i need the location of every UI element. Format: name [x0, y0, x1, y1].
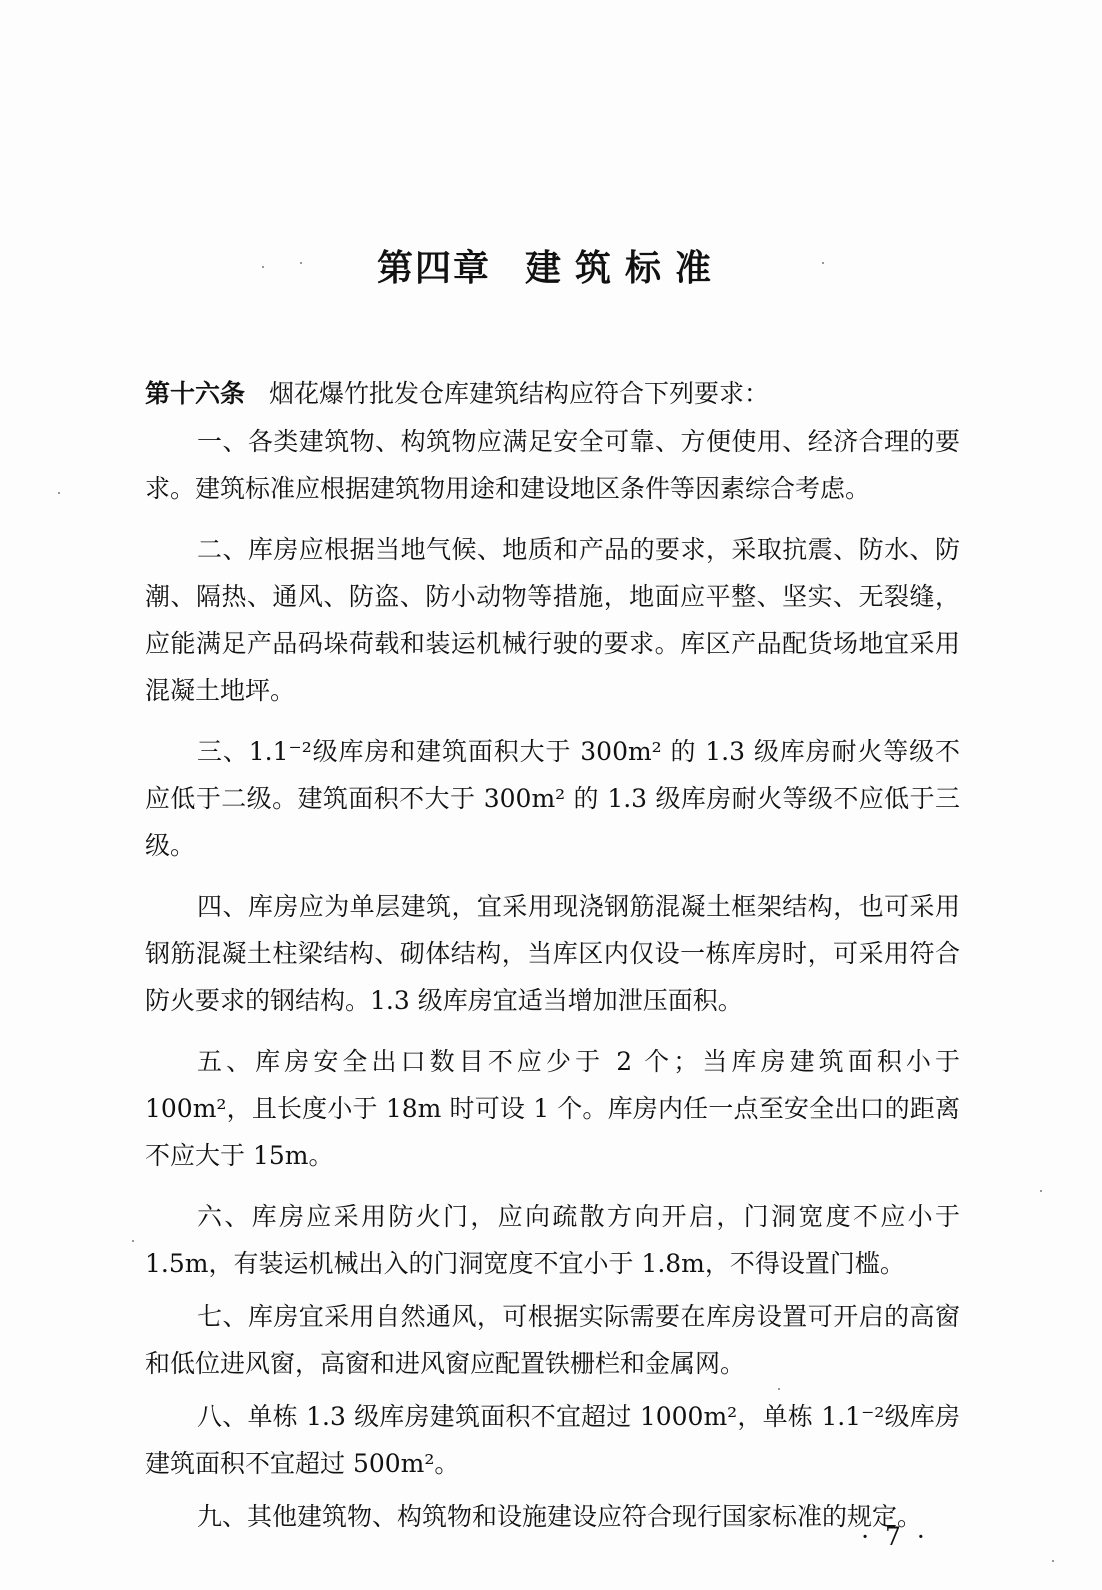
scan-speck: [1040, 1190, 1042, 1192]
scan-speck: [262, 266, 264, 268]
scan-speck: [1052, 1560, 1054, 1562]
chapter-name: 建筑标准: [525, 248, 726, 289]
chapter-title: [0, 240, 1102, 291]
scan-speck: [300, 262, 302, 264]
scan-speck: [58, 492, 60, 494]
chapter-number: 第四章: [376, 248, 491, 289]
clause-5: 五、库房安全出口数目不应少于 2 个；当库房建筑面积小于 100m²，且长度小于 18m 时可设 1 个。库房内任一点至安全出口的距离不应大于 15m。: [145, 1047, 960, 1170]
page-number: · 7 ·: [861, 1522, 929, 1551]
clause-8: 八、单栋 1.3 级库房建筑面积不宜超过 1000m²，单栋 1.1⁻²级库房建筑面积不宜超过 500m²。: [145, 1402, 960, 1478]
article-heading: [145, 370, 960, 417]
clause-4: 四、库房应为单层建筑，宜采用现浇钢筋混凝土框架结构，也可采用钢筋混凝土柱梁结构、砌体结构，当库区内仅设一栋库房时，可采用符合防火要求的钢结构。1.3 级库房宜适当增加泄压面积。: [145, 892, 960, 1015]
scan-speck: [822, 262, 824, 264]
clause-3: 三、1.1⁻²级库房和建筑面积大于 300m² 的 1.3 级库房耐火等级不应低于二级。建筑面积不大于 300m² 的 1.3 级库房耐火等级不应低于三级。: [145, 737, 960, 860]
article-body: [145, 370, 960, 1546]
scan-speck: [778, 1388, 780, 1390]
article-intro: 烟花爆竹批发仓库建筑结构应符合下列要求：: [269, 379, 770, 408]
clause-6: 六、库房应采用防火门，应向疏散方向开启，门洞宽度不应小于 1.5m，有装运机械出入的门洞宽度不宜小于 1.8m，不得设置门槛。: [145, 1202, 960, 1278]
scan-speck: [132, 1240, 134, 1242]
article-number: 第十六条: [145, 379, 246, 408]
clause-2: 二、库房应根据当地气候、地质和产品的要求，采取抗震、防水、防潮、隔热、通风、防盗、防小动物等措施，地面应平整、坚实、无裂缝，应能满足产品码垛荷载和装运机械行驶的要求。库区产品配货场地宜采用混凝土地坪。: [145, 535, 960, 705]
clause-7: 七、库房宜采用自然通风，可根据实际需要在库房设置可开启的高窗和低位进风窗，高窗和进风窗应配置铁栅栏和金属网。: [145, 1302, 960, 1378]
clause-1: 一、各类建筑物、构筑物应满足安全可靠、方便使用、经济合理的要求。建筑标准应根据建筑物用途和建设地区条件等因素综合考虑。: [145, 427, 960, 503]
clause-9: 九、其他建筑物、构筑物和设施建设应符合现行国家标准的规定。: [197, 1502, 923, 1531]
